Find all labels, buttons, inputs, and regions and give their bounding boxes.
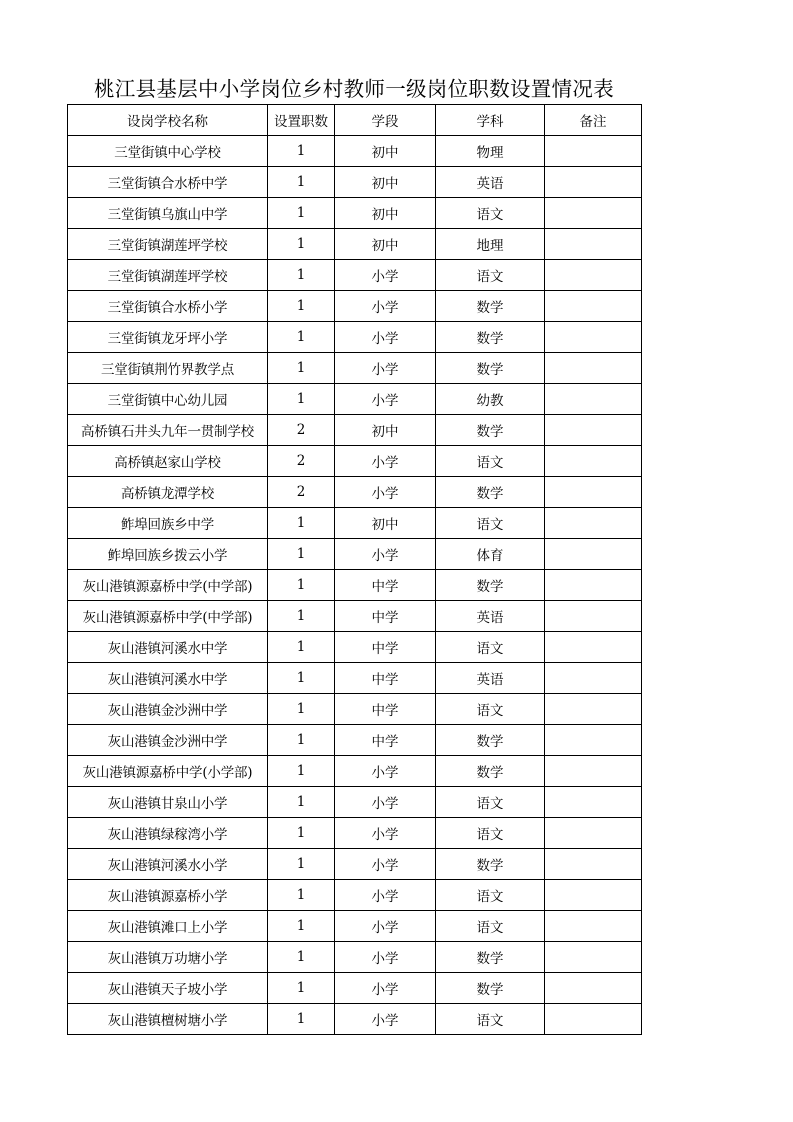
cell-count: 1 <box>268 787 335 818</box>
cell-count: 1 <box>268 198 335 229</box>
cell-school: 灰山港镇源嘉桥小学 <box>68 880 268 911</box>
table-row <box>68 694 642 725</box>
cell-stage: 小学 <box>335 446 436 477</box>
cell-school: 灰山港镇源嘉桥中学(中学部) <box>68 570 268 601</box>
cell-count: 2 <box>268 477 335 508</box>
cell-stage: 初中 <box>335 415 436 446</box>
cell-school: 鲊埠回族乡拨云小学 <box>68 539 268 570</box>
cell-count: 1 <box>268 353 335 384</box>
cell-school: 灰山港镇源嘉桥中学(小学部) <box>68 756 268 787</box>
column-header-note: 备注 <box>545 105 642 136</box>
cell-note <box>545 167 642 198</box>
cell-subject: 语文 <box>436 508 545 539</box>
cell-stage: 小学 <box>335 880 436 911</box>
cell-school: 三堂街镇湖莲坪学校 <box>68 260 268 291</box>
cell-note <box>545 260 642 291</box>
column-header-subject: 学科 <box>436 105 545 136</box>
table-row <box>68 539 642 570</box>
table-row <box>68 477 642 508</box>
table-row <box>68 570 642 601</box>
cell-note <box>545 1004 642 1035</box>
cell-count: 2 <box>268 446 335 477</box>
cell-note <box>545 539 642 570</box>
cell-school: 三堂街镇合水桥中学 <box>68 167 268 198</box>
table-row <box>68 880 642 911</box>
cell-subject: 物理 <box>436 136 545 167</box>
cell-school: 三堂街镇合水桥小学 <box>68 291 268 322</box>
cell-count: 1 <box>268 942 335 973</box>
cell-stage: 中学 <box>335 570 436 601</box>
table-row <box>68 198 642 229</box>
cell-subject: 语文 <box>436 787 545 818</box>
cell-count: 1 <box>268 632 335 663</box>
table-row <box>68 167 642 198</box>
cell-stage: 小学 <box>335 322 436 353</box>
cell-subject: 语文 <box>436 880 545 911</box>
cell-count: 1 <box>268 384 335 415</box>
table-row <box>68 663 642 694</box>
table-row <box>68 756 642 787</box>
cell-stage: 小学 <box>335 539 436 570</box>
cell-school: 灰山港镇天子坡小学 <box>68 973 268 1004</box>
cell-note <box>545 787 642 818</box>
cell-count: 1 <box>268 911 335 942</box>
cell-subject: 数学 <box>436 849 545 880</box>
cell-count: 1 <box>268 973 335 1004</box>
table-row <box>68 322 642 353</box>
cell-note <box>545 694 642 725</box>
table-row <box>68 508 642 539</box>
cell-school: 三堂街镇中心幼儿园 <box>68 384 268 415</box>
cell-school: 高桥镇赵家山学校 <box>68 446 268 477</box>
cell-count: 1 <box>268 880 335 911</box>
cell-count: 1 <box>268 849 335 880</box>
cell-count: 1 <box>268 1004 335 1035</box>
post-setting-table <box>67 104 642 1035</box>
cell-school: 灰山港镇滩口上小学 <box>68 911 268 942</box>
cell-stage: 初中 <box>335 229 436 260</box>
cell-count: 1 <box>268 291 335 322</box>
cell-school: 三堂街镇湖莲坪学校 <box>68 229 268 260</box>
cell-note <box>545 384 642 415</box>
cell-subject: 数学 <box>436 725 545 756</box>
cell-stage: 中学 <box>335 601 436 632</box>
cell-note <box>545 508 642 539</box>
cell-stage: 小学 <box>335 818 436 849</box>
cell-subject: 体育 <box>436 539 545 570</box>
cell-count: 2 <box>268 415 335 446</box>
cell-stage: 中学 <box>335 632 436 663</box>
table-row <box>68 632 642 663</box>
cell-count: 1 <box>268 694 335 725</box>
cell-note <box>545 880 642 911</box>
cell-stage: 小学 <box>335 353 436 384</box>
cell-subject: 地理 <box>436 229 545 260</box>
table-body <box>68 136 642 1035</box>
cell-stage: 中学 <box>335 663 436 694</box>
cell-note <box>545 229 642 260</box>
cell-note <box>545 570 642 601</box>
cell-school: 三堂街镇龙牙坪小学 <box>68 322 268 353</box>
cell-note <box>545 973 642 1004</box>
cell-subject: 数学 <box>436 415 545 446</box>
cell-note <box>545 477 642 508</box>
table-row <box>68 787 642 818</box>
cell-school: 灰山港镇金沙洲中学 <box>68 725 268 756</box>
cell-count: 1 <box>268 570 335 601</box>
cell-stage: 小学 <box>335 477 436 508</box>
table-row <box>68 446 642 477</box>
cell-note <box>545 818 642 849</box>
cell-school: 鲊埠回族乡中学 <box>68 508 268 539</box>
cell-subject: 英语 <box>436 601 545 632</box>
table-row <box>68 911 642 942</box>
cell-note <box>545 942 642 973</box>
cell-stage: 小学 <box>335 973 436 1004</box>
cell-note <box>545 136 642 167</box>
cell-subject: 数学 <box>436 477 545 508</box>
cell-stage: 初中 <box>335 167 436 198</box>
cell-note <box>545 415 642 446</box>
cell-count: 1 <box>268 539 335 570</box>
table-row <box>68 291 642 322</box>
cell-stage: 小学 <box>335 260 436 291</box>
cell-school: 灰山港镇甘泉山小学 <box>68 787 268 818</box>
cell-school: 灰山港镇檀树塘小学 <box>68 1004 268 1035</box>
cell-school: 灰山港镇金沙洲中学 <box>68 694 268 725</box>
table-row <box>68 818 642 849</box>
cell-stage: 初中 <box>335 198 436 229</box>
cell-school: 三堂街镇荆竹界教学点 <box>68 353 268 384</box>
table-row <box>68 229 642 260</box>
cell-note <box>545 601 642 632</box>
cell-school: 三堂街镇中心学校 <box>68 136 268 167</box>
cell-note <box>545 725 642 756</box>
cell-note <box>545 322 642 353</box>
cell-subject: 数学 <box>436 353 545 384</box>
cell-stage: 初中 <box>335 508 436 539</box>
table-row <box>68 260 642 291</box>
cell-stage: 小学 <box>335 849 436 880</box>
cell-note <box>545 291 642 322</box>
cell-subject: 数学 <box>436 322 545 353</box>
cell-subject: 英语 <box>436 167 545 198</box>
cell-note <box>545 663 642 694</box>
cell-stage: 初中 <box>335 136 436 167</box>
cell-stage: 小学 <box>335 384 436 415</box>
cell-note <box>545 446 642 477</box>
cell-school: 灰山港镇河溪水中学 <box>68 663 268 694</box>
column-header-count: 设置职数 <box>268 105 335 136</box>
table-row <box>68 1004 642 1035</box>
cell-stage: 中学 <box>335 725 436 756</box>
cell-note <box>545 632 642 663</box>
cell-stage: 小学 <box>335 787 436 818</box>
cell-school: 灰山港镇源嘉桥中学(中学部) <box>68 601 268 632</box>
cell-note <box>545 756 642 787</box>
cell-count: 1 <box>268 322 335 353</box>
cell-subject: 语文 <box>436 694 545 725</box>
cell-subject: 语文 <box>436 260 545 291</box>
table-row <box>68 849 642 880</box>
cell-subject: 数学 <box>436 570 545 601</box>
cell-count: 1 <box>268 663 335 694</box>
cell-stage: 小学 <box>335 942 436 973</box>
cell-stage: 小学 <box>335 1004 436 1035</box>
cell-count: 1 <box>268 167 335 198</box>
cell-school: 灰山港镇绿稼湾小学 <box>68 818 268 849</box>
cell-stage: 小学 <box>335 911 436 942</box>
cell-subject: 数学 <box>436 973 545 1004</box>
cell-school: 高桥镇石井头九年一贯制学校 <box>68 415 268 446</box>
cell-subject: 数学 <box>436 756 545 787</box>
table-row <box>68 415 642 446</box>
cell-school: 三堂街镇乌旗山中学 <box>68 198 268 229</box>
table-row <box>68 384 642 415</box>
table-row <box>68 601 642 632</box>
cell-count: 1 <box>268 601 335 632</box>
cell-school: 灰山港镇万功塘小学 <box>68 942 268 973</box>
table-row <box>68 942 642 973</box>
cell-note <box>545 849 642 880</box>
column-header-stage: 学段 <box>335 105 436 136</box>
cell-subject: 英语 <box>436 663 545 694</box>
cell-subject: 语文 <box>436 1004 545 1035</box>
cell-count: 1 <box>268 818 335 849</box>
cell-count: 1 <box>268 136 335 167</box>
table-row <box>68 973 642 1004</box>
table-row <box>68 136 642 167</box>
cell-subject: 语文 <box>436 446 545 477</box>
column-header-school: 设岗学校名称 <box>68 105 268 136</box>
table-row <box>68 725 642 756</box>
cell-subject: 数学 <box>436 942 545 973</box>
cell-subject: 语文 <box>436 198 545 229</box>
cell-subject: 语文 <box>436 632 545 663</box>
cell-stage: 小学 <box>335 756 436 787</box>
cell-subject: 数学 <box>436 291 545 322</box>
cell-school: 灰山港镇河溪水中学 <box>68 632 268 663</box>
cell-count: 1 <box>268 756 335 787</box>
table-row <box>68 353 642 384</box>
cell-subject: 幼教 <box>436 384 545 415</box>
cell-note <box>545 353 642 384</box>
page-title: 桃江县基层中小学岗位乡村教师一级岗位职数设置情况表 <box>94 77 614 101</box>
cell-count: 1 <box>268 508 335 539</box>
cell-school: 灰山港镇河溪水小学 <box>68 849 268 880</box>
cell-subject: 语文 <box>436 911 545 942</box>
cell-count: 1 <box>268 725 335 756</box>
cell-subject: 语文 <box>436 818 545 849</box>
cell-count: 1 <box>268 260 335 291</box>
cell-stage: 中学 <box>335 694 436 725</box>
cell-stage: 小学 <box>335 291 436 322</box>
cell-note <box>545 911 642 942</box>
table-header-row <box>68 105 642 136</box>
cell-school: 高桥镇龙潭学校 <box>68 477 268 508</box>
cell-note <box>545 198 642 229</box>
cell-count: 1 <box>268 229 335 260</box>
